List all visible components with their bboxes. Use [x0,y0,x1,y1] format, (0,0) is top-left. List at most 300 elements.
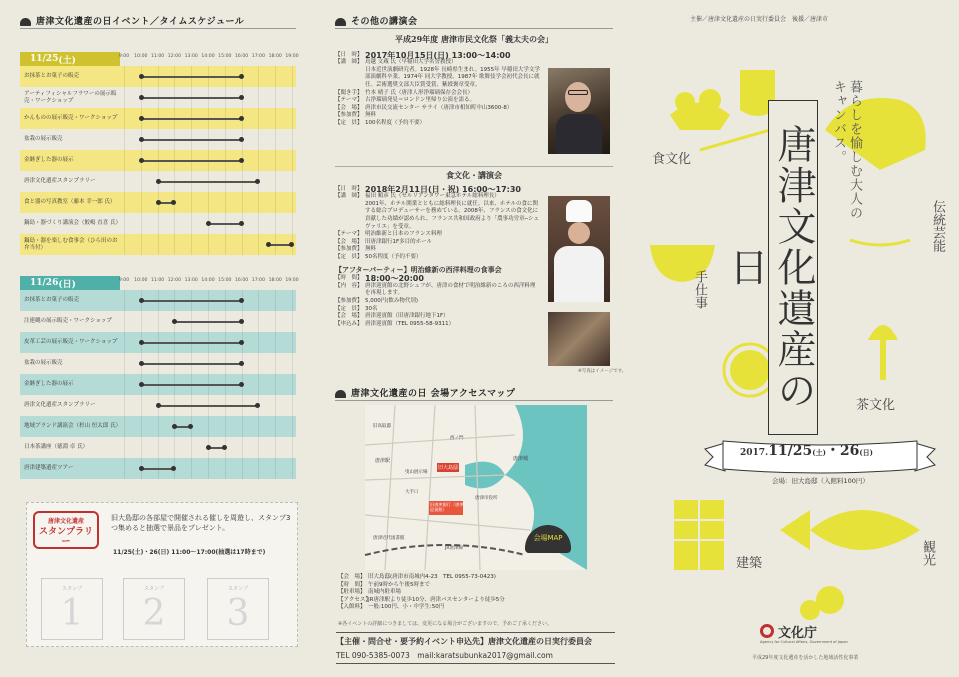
time-bar [141,97,242,99]
grid-line [275,150,276,171]
grid-line [124,213,125,234]
grid-line [258,332,259,353]
day1-date-text: 11/25 [30,54,59,64]
info-row [335,67,540,90]
info-row [335,201,540,231]
grid-line [275,416,276,437]
grid-line [258,192,259,213]
time-tick: 15:00 [218,54,232,59]
time-bar [141,342,242,344]
stamp-desc: 旧大島邸の各部屋で開催される催しを周遊し、スタンプ3つ集めると抽選で景品をプレゼント。 [111,514,291,532]
info-value: 2001年、ホテル開業とともに総料理長に就任。以来、ホテルの食に関する総合プロデューサーを務めている。2008年、フランスの食文化に貢献した功績が認められ、フランス共和国政府より「農事功労章─シュヴァリエ」を受章。 [365,200,539,230]
info-key: 【定 員】 [335,253,363,260]
grid-line [275,87,276,108]
party-title: 【アフターパーティー】明治維新の西洋料理の食事会 [335,264,502,274]
grid-line [242,437,243,458]
grid-line [258,353,259,374]
stamp-slot-2 [123,578,185,640]
info-row [335,321,540,329]
schedule-row [20,213,296,234]
time-bar [208,223,242,225]
footer-note: ※各イベントの詳細につきましては、変更になる場合がございますので、予めご了承ください。 [338,621,552,627]
grid-line [141,234,142,255]
grid-line [141,395,142,416]
schedule-row-label: 金継ぎした器の展示 [24,381,74,388]
time-tick: 10:00 [134,54,148,59]
info-key: 【時 間】 [338,581,366,588]
grid-line [242,234,243,255]
date-sep: ・ [825,443,840,459]
info-key: 【定 員】 [335,119,363,126]
info-row [335,231,540,239]
tag-tourism: 観光 [920,540,935,566]
date-weekday-1: (土) [812,448,826,457]
schedule-row [20,332,296,353]
info-key: 【参加費】 [335,246,363,253]
schedule-row [20,374,296,395]
event-date [740,440,873,460]
date-day-2: 26 [839,443,860,459]
schedule-row [20,234,296,255]
pine-icon [335,390,346,398]
day1-date [20,52,120,66]
map-label: 唐津近代図書館 [373,536,405,541]
grid-line [225,234,226,255]
divider [335,166,613,167]
time-bar [158,405,259,407]
info-key: 【会 場】 [335,238,363,245]
schedule-day1 [20,52,299,258]
map-label: 唐津市役所 [475,496,498,501]
grid-line [292,108,293,129]
grid-line [275,395,276,416]
agency-logo-icon [760,624,774,638]
grid-line [292,395,293,416]
grid-line [258,374,259,395]
party-details [335,275,540,328]
hero-venue: 会場：旧大島邸（入館料100円） [772,477,869,485]
info-value: 旧唐津銀行1F多目的ホール [365,238,433,245]
time-bar [141,468,175,470]
grid-line [124,192,125,213]
pine-icon [20,18,31,26]
grid-line [124,311,125,332]
day2-date [20,276,120,290]
lectures-heading [335,14,418,27]
grid-line [258,458,259,479]
schedule-row [20,108,296,129]
time-bar [141,160,242,162]
schedule-row [20,87,296,108]
schedule-row [20,66,296,87]
schedule-row-label: アーティフィシャルフラワーの展示販売・ワークショップ [24,91,117,104]
grid-line [292,416,293,437]
map-label: 旧高取邸 [373,424,391,429]
time-tick: 14:00 [201,278,215,283]
info-key: 【入館料】 [338,604,366,611]
catch-line-1: 暮らしを愉しむ大人の [847,80,862,220]
info-value: 5,000円(飲み物代別) [365,297,419,304]
schedule-heading-text: 唐津文化遺産の日イベント／タイムスケジュール [36,17,245,27]
info-value: 一般:100円、小・中学生:50円 [368,604,445,611]
grid-line [275,171,276,192]
tag-handcraft: 手仕事 [692,270,707,309]
tag-food: 食文化 [652,152,692,167]
stamp-slot-number: 3 [226,593,250,634]
info-key: 【講 師】 [335,193,363,200]
schedule-row [20,311,296,332]
grid-line [225,416,226,437]
grid-line [124,374,125,395]
schedule-row [20,416,296,437]
stamp-slot-number: 1 [60,593,84,634]
schedule-row-label: 地域ブランド講演会（杉山 恒太郎 氏） [24,423,121,430]
time-tick: 14:00 [201,54,215,59]
hero-catch [830,80,862,300]
grid-line [275,66,276,87]
info-key: 【会 場】 [335,104,363,111]
info-key: 【日 時】 [335,51,363,58]
info-row [335,283,540,298]
time-tick: 15:00 [218,278,232,283]
day2-weekday: (日) [58,279,76,290]
info-value: 50名程度（予約不要） [365,253,422,260]
stamp-slot-label: スタンプ [143,586,164,592]
schedule-row [20,458,296,479]
time-tick: 11:00 [150,278,165,283]
map-label-bank: 旧唐津銀行（唐津迎賓館） [430,502,464,512]
map-label-castle: 唐津城 [513,456,529,462]
info-value: 唐津迎賓館の北野シェフが、唐津の食材で明治維新のころの西洋料理を再現します。 [365,282,536,297]
lecture-2-title: 食文化・講演会 [446,170,502,180]
time-tick: 9:00 [118,278,130,283]
info-row [335,298,540,306]
photo-note: ※写真はイメージです。 [578,369,627,374]
grid-line [191,192,192,213]
schedule-row [20,290,296,311]
divider [20,28,296,29]
lecture-1-title: 平成29年度 唐津市民文化祭「義太夫の会」 [395,34,553,44]
grid-line [208,416,209,437]
info-row [335,97,540,105]
time-tick: 18:00 [268,54,282,59]
info-value: 古浄瑠璃発見＝ロンドン里帰り公演を語る。 [365,97,476,104]
time-bar [174,321,241,323]
grid-line [242,416,243,437]
info-value: 南城内駐車場 [368,589,402,596]
schedule-row-label: 皮革工芸の展示販売・ワークショップ [24,339,118,346]
grid-line [258,437,259,458]
grid-line [292,87,293,108]
info-key: 【時 間】 [335,275,363,282]
info-key: 【内 容】 [335,282,363,289]
grid-line [258,290,259,311]
grid-line [275,353,276,374]
contact-tel[interactable]: TEL 090-5385-0073 [336,651,410,660]
time-tick: 19:00 [285,54,299,59]
grid-line [124,353,125,374]
day1-weekday: (土) [58,55,76,66]
grid-line [292,129,293,150]
schedule-row-label: 鍋島・器を楽しむ食事会（ひら田のお弁当付） [24,238,118,251]
map-label-venue: 旧大島邸 [438,465,459,471]
grid-line [242,192,243,213]
grid-line [141,213,142,234]
grid-line [208,192,209,213]
grid-line [292,290,293,311]
grid-line [258,87,259,108]
time-axis [118,278,299,288]
grid-line [124,171,125,192]
info-value: 無料 [365,246,377,253]
info-row [335,313,540,321]
grid-line [208,458,209,479]
info-key: 【日 時】 [335,185,363,192]
info-value: 午前9時から午後5時まで [368,581,430,588]
date-main: 11/25 [768,443,813,459]
schedule-row-label: 唐津文化遺産スタンプラリー [24,402,96,409]
info-value: 日本近世演劇研究者。1928年 長崎県生まれ。1955年 早稲田大学文学部演劇科卒業、1974年 同大学教授、1987年 歌舞伎学会初代会長に就任。芸術選奨文部大臣賞受賞、紫綬褒章受章。 [365,66,540,88]
grid-line [174,213,175,234]
info-key: 【アクセス】 [338,596,371,603]
stamp-slot-label: スタンプ [61,586,82,592]
info-value: 鳥越 文蔵 氏（早稲田大学名誉教授） [365,59,457,66]
schedule-row-label: 金継ぎした器の展示 [24,157,74,164]
lecture-2-details [335,186,540,262]
info-value: 唐津迎賓館（旧唐津銀行地下1F） [365,313,449,320]
grid-line [275,108,276,129]
info-row [338,604,598,612]
schedule-row [20,150,296,171]
schedule-row [20,129,296,150]
info-value: 明治維新と日本のフランス料理 [365,231,442,238]
grid-line [191,458,192,479]
date-weekday-2: (日) [859,448,873,457]
stamp-slot-number: 2 [142,593,166,634]
map-heading-text: 唐津文化遺産の日 会場アクセスマップ [351,389,516,399]
grid-line [292,437,293,458]
grid-line [292,66,293,87]
schedule-row-label: かんものの展示販売・ワークショップ [24,115,118,122]
schedule-row-label: 唐津文化遺産スタンプラリー [24,178,96,185]
grid-line [124,332,125,353]
grid-line [242,458,243,479]
grid-line [258,108,259,129]
time-tick: 10:00 [134,278,148,283]
grid-line [124,437,125,458]
map-info [338,574,598,612]
info-value: 100名程度（予約不要） [365,119,425,126]
time-bar [174,426,191,428]
map-badge: 会場MAP [525,525,571,553]
fish-icon [810,510,920,550]
map-heading [335,386,515,399]
grid-line [124,66,125,87]
info-value: 福田 順彦 氏（セルリアンタワー東急ホテル総料理長） [365,193,500,200]
stamp-slot-3 [207,578,269,640]
info-value: 2017年10月15日(日) 13:00～14:00 [365,50,511,60]
grid-line [124,290,125,311]
schedule-row-label: 唐津建築遺産ツアー [24,465,74,472]
tag-architecture: 建築 [736,556,763,571]
lectures-heading-text: その他の講演会 [351,17,418,27]
grid-line [158,213,159,234]
time-tick: 16:00 [234,278,249,283]
time-bar [141,363,242,365]
time-tick: 16:00 [234,54,249,59]
grid-line [124,395,125,416]
info-value: 旧大島邸(唐津市南城内4-23 TEL 0955-73-0423) [368,574,496,580]
info-row [335,112,540,120]
grid-line [292,192,293,213]
time-axis [118,54,299,64]
info-key: 【定 員】 [335,305,363,312]
schedule-row-label: 注連縄の展示販売・ワークショップ [24,318,112,325]
access-map[interactable] [365,405,587,570]
grid-line [124,458,125,479]
info-key: 【テーマ】 [335,231,363,238]
stamp-slot-label: スタンプ [227,586,248,592]
schedule-heading [20,14,244,27]
grid-line [258,150,259,171]
top-credit: 主催／唐津文化遺産の日実行委員会 後援／唐津市 [690,16,829,23]
info-key: 【講 師】 [335,59,363,66]
info-key: 【聞き手】 [335,89,363,96]
grid-line [292,171,293,192]
time-tick: 12:00 [167,54,182,59]
grid-line [258,416,259,437]
crest-icon [730,350,770,390]
info-value: 唐津迎賓館（TEL 0955-58-9311） [365,320,455,327]
stamp-slot-1 [41,578,103,640]
grid-line [141,192,142,213]
time-bar [141,76,242,78]
schedule-row [20,395,296,416]
time-bar [158,202,175,204]
info-value: 2018年2月11日(日・祝) 16:00～17:30 [365,184,521,194]
badge-top: 唐津文化遺産 [47,518,84,525]
hero-title: 唐津文化遺産の日 [768,100,818,435]
schedule-row [20,353,296,374]
grid-line [275,290,276,311]
grid-line [292,311,293,332]
info-row [335,193,540,201]
schedule-row-label: 日本茶講座（徳淵 卓 氏） [24,444,88,451]
map-label-station: 唐津駅 [375,458,391,464]
info-value: 竹本 晴子 氏（唐津人形浄瑠璃保存会会長） [365,89,473,96]
time-bar [141,118,242,120]
schedule-row-label: 盆栽の展示販売 [24,360,63,367]
speaker-photo-2 [548,196,610,302]
grid-line [124,108,125,129]
time-bar [268,244,292,246]
grid-line [124,129,125,150]
time-bar [158,181,259,183]
date-year: 2017. [740,448,769,458]
info-value: 18:00～20:00 [365,274,424,284]
time-tick: 18:00 [268,278,282,283]
grid-line [292,458,293,479]
info-key: 【テーマ】 [335,97,363,104]
info-row [335,254,540,262]
agency-note: 平成29年度文化遺産を活かした地域活性化事業 [752,655,859,661]
info-value: JR唐津駅より徒歩10分、唐津バスセンターより徒歩5分 [368,596,505,603]
info-key [335,67,365,90]
info-row [335,59,540,67]
grid-line [258,129,259,150]
grid-line [292,374,293,395]
map-label: 西ノ門 [450,436,464,441]
grid-line [258,234,259,255]
info-row [335,246,540,254]
grid-line [275,458,276,479]
time-tick: 11:00 [150,54,165,59]
lecture-1-details [335,52,540,128]
map-label: JR唐津線 [445,546,463,551]
time-tick: 9:00 [118,54,130,59]
grid-line [124,234,125,255]
contact-mail[interactable]: mail:karatsubunka2017@gmail.com [417,651,553,660]
catch-line-2: キャンバス。 [831,80,846,164]
tag-tradition: 伝統芸能 [930,200,945,252]
time-bar [141,384,242,386]
info-value: 30名 [365,305,378,312]
grid-line [174,234,175,255]
schedule-row-label: お抹茶とお菓子の販売 [24,73,80,80]
time-tick: 19:00 [285,278,299,283]
info-key: 【会 場】 [338,574,366,580]
stamp-rally [26,502,298,647]
grid-line [258,66,259,87]
day2-rows [20,290,296,482]
schedule-row [20,171,296,192]
time-tick: 17:00 [251,278,266,283]
info-value: 無料 [365,112,377,119]
grid-line [275,192,276,213]
grid-line [191,234,192,255]
info-key: 【参加費】 [335,297,363,304]
whisk-icon [880,340,886,380]
schedule-row [20,192,296,213]
map-label: 曳山展示場 [405,470,428,475]
grid-line [141,416,142,437]
day1-rows [20,66,296,258]
time-tick: 13:00 [184,278,198,283]
time-bar [141,139,242,141]
grid-line [191,437,192,458]
schedule-row [20,437,296,458]
schedule-row-label: お抹茶とお菓子の販売 [24,297,80,304]
tag-tea: 茶文化 [856,398,896,413]
pine-icon [335,18,346,26]
grid-line [124,87,125,108]
grid-line [141,437,142,458]
badge-main: スタンプラリー [39,527,94,547]
stamp-badge [33,511,99,549]
info-key: 【参加費】 [335,112,363,119]
divider [335,400,613,401]
grid-line [208,234,209,255]
grid-line [292,332,293,353]
schedule-row-label: 食と器の写真教室（藤本 幸一郎 氏） [24,199,116,206]
info-key: 【申込み】 [335,320,363,327]
grid-line [275,311,276,332]
grid-line [275,213,276,234]
grid-line [292,150,293,171]
divider [335,28,613,29]
grid-line [124,416,125,437]
time-bar [208,447,225,449]
